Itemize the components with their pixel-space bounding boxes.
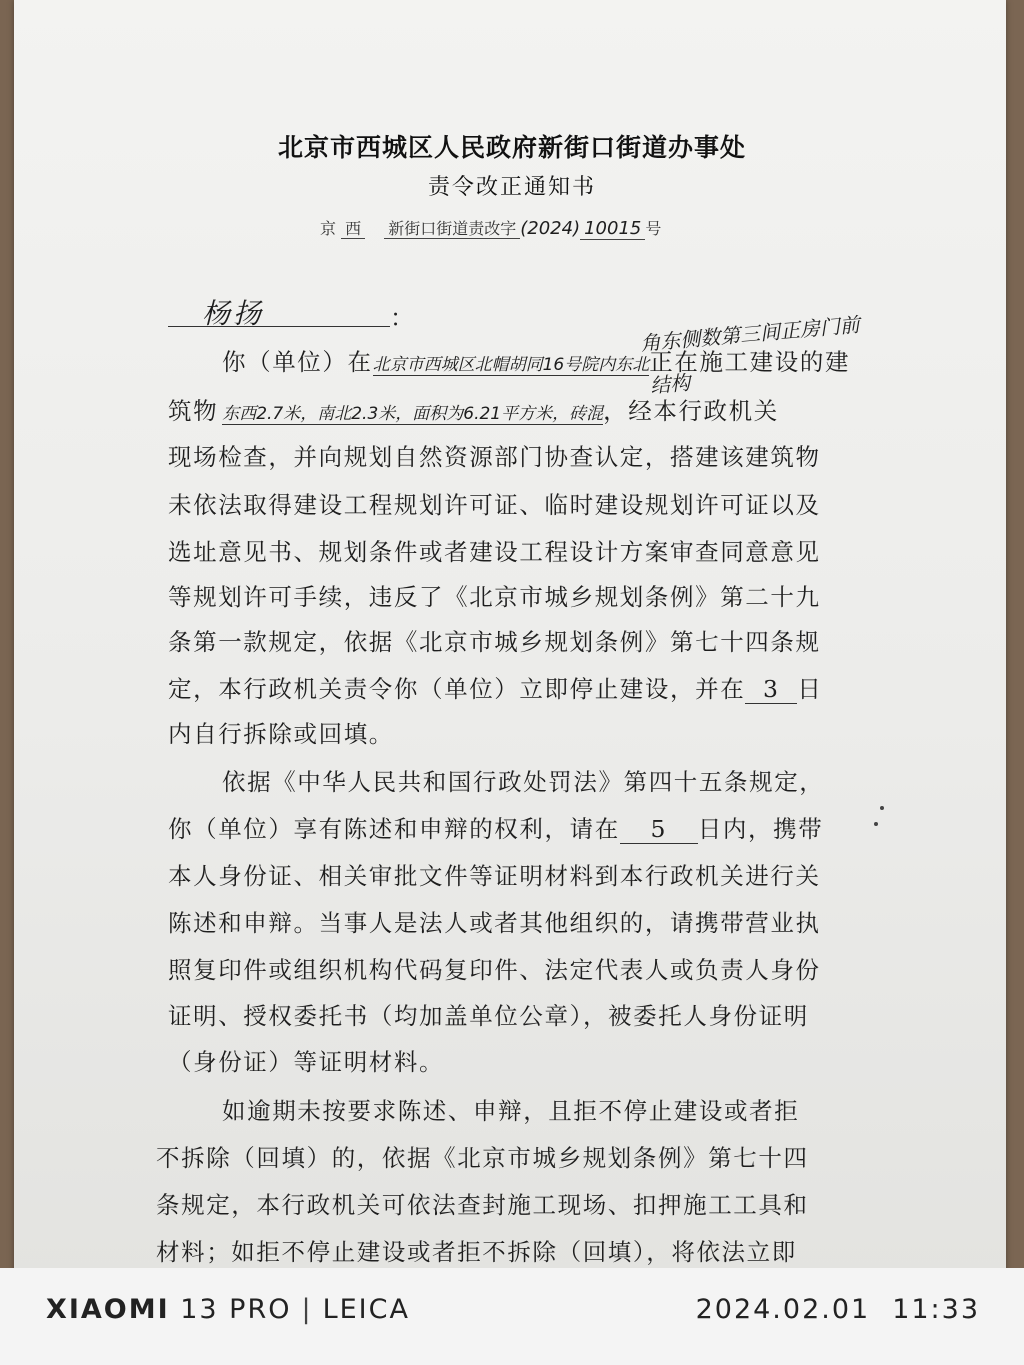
body-text: 你（单位）享有陈述和申辩的权利，请在	[168, 815, 620, 843]
document-title: 北京市西城区人民政府新街口街道办事处	[277, 133, 746, 162]
docno-year: (2024)	[520, 218, 581, 239]
capture-date: 2024.02.01	[695, 1294, 871, 1325]
body-line-3: 现场检查，并向规划自然资源部门协查认定，搭建该建筑物	[168, 443, 821, 471]
paper-speck	[874, 822, 878, 826]
body-line-18: 不拆除（回填）的，依据《北京市城乡规划条例》第七十四	[156, 1144, 809, 1172]
capture-time: 11:33	[892, 1294, 980, 1325]
body-line-7: 条第一款规定，依据《北京市城乡规划条例》第七十四条规	[168, 628, 821, 656]
addressee-field	[168, 296, 390, 330]
docno-suffix: 号	[645, 219, 662, 238]
body-text: 定，本行政机关责令你（单位）立即停止建设，并在	[168, 675, 746, 703]
handwritten-structure: 结构	[649, 370, 692, 398]
brand-model: 13 PRO	[180, 1294, 292, 1325]
document-number	[320, 216, 661, 239]
body-line-14: 照复印件或组织机构代码复印件、法定代表人或负责人身份	[168, 956, 821, 984]
body-line-4: 未依法取得建设工程规划许可证、临时建设规划许可证以及	[168, 491, 821, 519]
body-line-9: 内自行拆除或回填。	[168, 720, 394, 748]
body-line-1	[222, 343, 850, 377]
body-line-10: 依据《中华人民共和国行政处罚法》第四十五条规定，	[222, 768, 825, 796]
body-line-16: （身份证）等证明材料。	[168, 1048, 445, 1076]
body-line-8	[168, 670, 822, 704]
body-line-11	[168, 810, 823, 844]
brand-partner: LEICA	[322, 1294, 410, 1325]
paper-speck	[880, 806, 884, 810]
docno-number: 10015	[580, 218, 645, 240]
body-line-20: 材料；如拒不停止建设或者拒不拆除（回填），将依法立即	[156, 1238, 797, 1266]
body-line-2	[168, 392, 779, 426]
brand-name: XIAOMI	[46, 1294, 170, 1325]
addressee-name: 杨扬	[202, 297, 265, 330]
body-line-6: 等规划许可手续，违反了《北京市城乡规划条例》第二十九	[168, 583, 821, 611]
body-text: 筑物	[168, 397, 219, 425]
docno-prefix: 京	[320, 219, 337, 238]
docno-middle: 新街口街道责改字	[384, 219, 520, 239]
body-line-13: 陈述和申辩。当事人是法人或者其他组织的，请携带营业执	[168, 909, 821, 937]
body-line-15: 证明、授权委托书（均加盖单位公章），被委托人身份证明	[168, 1002, 809, 1030]
body-text: 正在施工建设的建	[649, 348, 851, 376]
body-text: 日内，携带	[697, 815, 824, 843]
days-to-respond: 5	[620, 815, 698, 844]
document-subtitle: 责令改正通知书	[427, 175, 596, 200]
docno-district: 西	[341, 219, 365, 239]
camera-brand	[46, 1294, 410, 1325]
body-text: ，经本行政机关	[603, 397, 779, 425]
handwritten-address: 北京市西城区北帽胡同16号院内东北	[373, 350, 650, 376]
body-text: 你（单位）在	[222, 348, 373, 376]
handwritten-location-continued: 角东侧数第三间正房门前	[639, 312, 861, 356]
handwritten-dimensions: 东西2.7米，南北2.3米，面积为6.21平方米，砖混	[222, 399, 603, 425]
brand-separator: |	[301, 1294, 313, 1325]
body-line-12: 本人身份证、相关审批文件等证明材料到本行政机关进行关	[168, 862, 821, 890]
body-line-17: 如逾期未按要求陈述、申辩，且拒不停止建设或者拒	[222, 1097, 800, 1125]
addressee-colon: ：	[390, 304, 414, 332]
days-to-demolish: 3	[745, 675, 797, 704]
body-line-19: 条规定，本行政机关可依法查封施工现场、扣押施工工具和	[156, 1191, 809, 1219]
body-line-5: 选址意见书、规划条件或者建设工程设计方案审查同意意见	[168, 538, 821, 566]
capture-timestamp	[696, 1294, 980, 1325]
body-text: 日	[797, 675, 823, 703]
